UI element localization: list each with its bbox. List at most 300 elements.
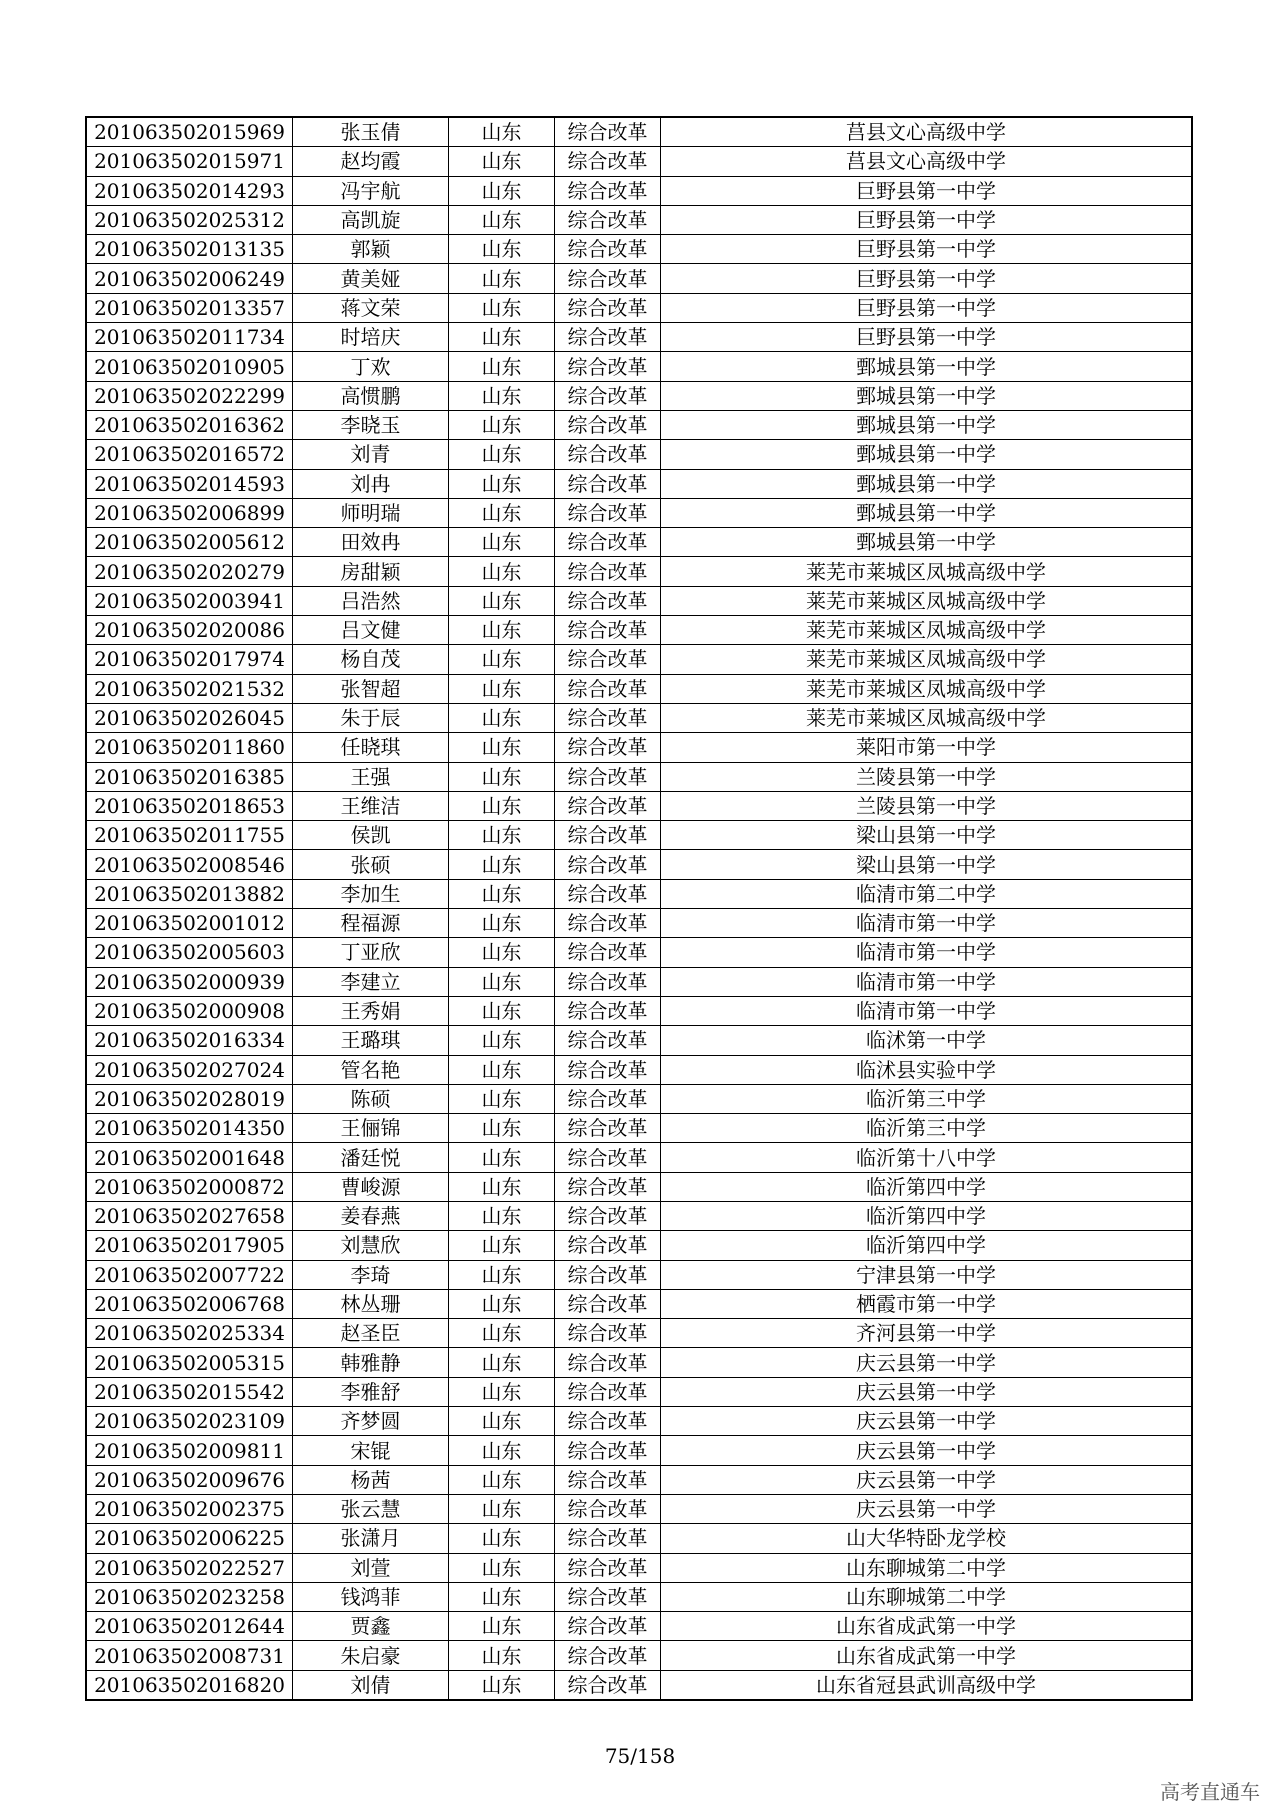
province-cell: 山东	[449, 1289, 555, 1318]
category-cell: 综合改革	[555, 1026, 661, 1055]
school-cell: 庆云县第一中学	[661, 1494, 1192, 1523]
category-cell: 综合改革	[555, 235, 661, 264]
category-cell: 综合改革	[555, 967, 661, 996]
student-name-cell: 黄美娅	[293, 264, 449, 293]
province-cell: 山东	[449, 909, 555, 938]
province-cell: 山东	[449, 235, 555, 264]
school-cell: 山东聊城第二中学	[661, 1553, 1192, 1582]
exam-id-cell: 201063502008731	[87, 1641, 293, 1670]
table-row	[87, 118, 1192, 147]
exam-id-cell: 201063502005603	[87, 938, 293, 967]
province-cell: 山东	[449, 879, 555, 908]
school-cell: 巨野县第一中学	[661, 205, 1192, 234]
table-row	[87, 733, 1192, 762]
school-cell: 鄄城县第一中学	[661, 528, 1192, 557]
table-row	[87, 557, 1192, 586]
province-cell: 山东	[449, 557, 555, 586]
student-name-cell: 杨自茂	[293, 645, 449, 674]
province-cell: 山东	[449, 1172, 555, 1201]
table-row	[87, 1143, 1192, 1172]
exam-id-cell: 201063502021532	[87, 674, 293, 703]
table-row	[87, 1026, 1192, 1055]
category-cell: 综合改革	[555, 1582, 661, 1611]
school-cell: 鄄城县第一中学	[661, 381, 1192, 410]
table-row	[87, 1319, 1192, 1348]
exam-id-cell: 201063502015542	[87, 1377, 293, 1406]
table-row	[87, 205, 1192, 234]
student-name-cell: 丁欢	[293, 352, 449, 381]
table-row	[87, 850, 1192, 879]
category-cell: 综合改革	[555, 528, 661, 557]
school-cell: 巨野县第一中学	[661, 293, 1192, 322]
table-row	[87, 1641, 1192, 1670]
category-cell: 综合改革	[555, 1319, 661, 1348]
table-row	[87, 1231, 1192, 1260]
student-name-cell: 曹峻源	[293, 1172, 449, 1201]
exam-id-cell: 201063502013135	[87, 235, 293, 264]
category-cell: 综合改革	[555, 1172, 661, 1201]
school-cell: 宁津县第一中学	[661, 1260, 1192, 1289]
student-name-cell: 程福源	[293, 909, 449, 938]
exam-id-cell: 201063502016334	[87, 1026, 293, 1055]
exam-id-cell: 201063502017905	[87, 1231, 293, 1260]
province-cell: 山东	[449, 938, 555, 967]
category-cell: 综合改革	[555, 410, 661, 439]
category-cell: 综合改革	[555, 1260, 661, 1289]
exam-id-cell: 201063502016385	[87, 762, 293, 791]
exam-id-cell: 201063502020279	[87, 557, 293, 586]
student-name-cell: 齐梦圆	[293, 1407, 449, 1436]
category-cell: 综合改革	[555, 1407, 661, 1436]
category-cell: 综合改革	[555, 850, 661, 879]
school-cell: 庆云县第一中学	[661, 1436, 1192, 1465]
student-name-cell: 李琦	[293, 1260, 449, 1289]
category-cell: 综合改革	[555, 703, 661, 732]
category-cell: 综合改革	[555, 1201, 661, 1230]
school-cell: 临沂第十八中学	[661, 1143, 1192, 1172]
school-cell: 山东省冠县武训高级中学	[661, 1670, 1192, 1699]
exam-id-cell: 201063502008546	[87, 850, 293, 879]
category-cell: 综合改革	[555, 205, 661, 234]
table-row	[87, 703, 1192, 732]
student-name-cell: 田效冉	[293, 528, 449, 557]
category-cell: 综合改革	[555, 1084, 661, 1113]
exam-id-cell: 201063502015969	[87, 118, 293, 147]
school-cell: 鄄城县第一中学	[661, 469, 1192, 498]
student-name-cell: 高惯鹏	[293, 381, 449, 410]
school-cell: 巨野县第一中学	[661, 323, 1192, 352]
school-cell: 临沂第四中学	[661, 1201, 1192, 1230]
student-name-cell: 张玉倩	[293, 118, 449, 147]
province-cell: 山东	[449, 821, 555, 850]
student-name-cell: 张潇月	[293, 1524, 449, 1553]
school-cell: 山东聊城第二中学	[661, 1582, 1192, 1611]
school-cell: 莱芜市莱城区凤城高级中学	[661, 557, 1192, 586]
province-cell: 山东	[449, 674, 555, 703]
student-name-cell: 王维洁	[293, 791, 449, 820]
province-cell: 山东	[449, 176, 555, 205]
province-cell: 山东	[449, 1055, 555, 1084]
province-cell: 山东	[449, 498, 555, 527]
province-cell: 山东	[449, 762, 555, 791]
page-number: 75/158	[604, 1744, 676, 1768]
table-row	[87, 1612, 1192, 1641]
table-row	[87, 176, 1192, 205]
province-cell: 山东	[449, 1201, 555, 1230]
school-cell: 巨野县第一中学	[661, 235, 1192, 264]
school-cell: 巨野县第一中学	[661, 264, 1192, 293]
table-row	[87, 1582, 1192, 1611]
student-name-cell: 朱于辰	[293, 703, 449, 732]
student-name-cell: 管名艳	[293, 1055, 449, 1084]
category-cell: 综合改革	[555, 1524, 661, 1553]
province-cell: 山东	[449, 118, 555, 147]
province-cell: 山东	[449, 1465, 555, 1494]
province-cell: 山东	[449, 469, 555, 498]
exam-id-cell: 201063502025334	[87, 1319, 293, 1348]
exam-id-cell: 201063502000939	[87, 967, 293, 996]
table-row	[87, 791, 1192, 820]
school-cell: 莱芜市莱城区凤城高级中学	[661, 586, 1192, 615]
exam-id-cell: 201063502016572	[87, 440, 293, 469]
table-row	[87, 674, 1192, 703]
province-cell: 山东	[449, 1026, 555, 1055]
school-cell: 莱芜市莱城区凤城高级中学	[661, 645, 1192, 674]
exam-id-cell: 201063502022299	[87, 381, 293, 410]
student-name-cell: 吕文健	[293, 616, 449, 645]
table-row	[87, 967, 1192, 996]
school-cell: 鄄城县第一中学	[661, 440, 1192, 469]
category-cell: 综合改革	[555, 938, 661, 967]
school-cell: 庆云县第一中学	[661, 1377, 1192, 1406]
province-cell: 山东	[449, 1231, 555, 1260]
province-cell: 山东	[449, 996, 555, 1025]
province-cell: 山东	[449, 1641, 555, 1670]
student-name-cell: 宋锟	[293, 1436, 449, 1465]
student-name-cell: 李建立	[293, 967, 449, 996]
category-cell: 综合改革	[555, 557, 661, 586]
student-name-cell: 房甜颖	[293, 557, 449, 586]
school-cell: 临清市第一中学	[661, 967, 1192, 996]
school-cell: 临清市第一中学	[661, 996, 1192, 1025]
exam-id-cell: 201063502023258	[87, 1582, 293, 1611]
table-row	[87, 1407, 1192, 1436]
student-name-cell: 郭颖	[293, 235, 449, 264]
category-cell: 综合改革	[555, 469, 661, 498]
exam-id-cell: 201063502006768	[87, 1289, 293, 1318]
student-name-cell: 姜春燕	[293, 1201, 449, 1230]
exam-id-cell: 201063502002375	[87, 1494, 293, 1523]
student-name-cell: 王秀娟	[293, 996, 449, 1025]
exam-id-cell: 201063502023109	[87, 1407, 293, 1436]
exam-id-cell: 201063502011734	[87, 323, 293, 352]
category-cell: 综合改革	[555, 323, 661, 352]
province-cell: 山东	[449, 1143, 555, 1172]
province-cell: 山东	[449, 703, 555, 732]
school-cell: 临清市第一中学	[661, 938, 1192, 967]
table-row	[87, 821, 1192, 850]
table-row	[87, 1348, 1192, 1377]
category-cell: 综合改革	[555, 1055, 661, 1084]
exam-id-cell: 201063502014350	[87, 1114, 293, 1143]
school-cell: 临沂第四中学	[661, 1172, 1192, 1201]
school-cell: 莱阳市第一中学	[661, 733, 1192, 762]
table-row	[87, 235, 1192, 264]
exam-id-cell: 201063502018653	[87, 791, 293, 820]
school-cell: 莒县文心高级中学	[661, 118, 1192, 147]
student-name-cell: 李晓玉	[293, 410, 449, 439]
category-cell: 综合改革	[555, 440, 661, 469]
category-cell: 综合改革	[555, 733, 661, 762]
school-cell: 山大华特卧龙学校	[661, 1524, 1192, 1553]
table-row	[87, 469, 1192, 498]
province-cell: 山东	[449, 850, 555, 879]
exam-id-cell: 201063502010905	[87, 352, 293, 381]
category-cell: 综合改革	[555, 1289, 661, 1318]
student-name-cell: 李雅舒	[293, 1377, 449, 1406]
school-cell: 莱芜市莱城区凤城高级中学	[661, 703, 1192, 732]
table-row	[87, 1055, 1192, 1084]
exam-id-cell: 201063502014593	[87, 469, 293, 498]
exam-id-cell: 201063502001012	[87, 909, 293, 938]
table-row	[87, 645, 1192, 674]
category-cell: 综合改革	[555, 674, 661, 703]
exam-id-cell: 201063502022527	[87, 1553, 293, 1582]
exam-id-cell: 201063502007722	[87, 1260, 293, 1289]
province-cell: 山东	[449, 1377, 555, 1406]
school-cell: 临沭县实验中学	[661, 1055, 1192, 1084]
table-row	[87, 1670, 1192, 1699]
province-cell: 山东	[449, 293, 555, 322]
category-cell: 综合改革	[555, 381, 661, 410]
exam-id-cell: 201063502027658	[87, 1201, 293, 1230]
student-name-cell: 侯凯	[293, 821, 449, 850]
table-row	[87, 1436, 1192, 1465]
student-name-cell: 吕浩然	[293, 586, 449, 615]
exam-id-cell: 201063502006225	[87, 1524, 293, 1553]
student-name-cell: 林丛珊	[293, 1289, 449, 1318]
student-name-cell: 杨茜	[293, 1465, 449, 1494]
table-row	[87, 996, 1192, 1025]
student-name-cell: 李加生	[293, 879, 449, 908]
school-cell: 栖霞市第一中学	[661, 1289, 1192, 1318]
province-cell: 山东	[449, 1494, 555, 1523]
school-cell: 庆云县第一中学	[661, 1407, 1192, 1436]
province-cell: 山东	[449, 528, 555, 557]
category-cell: 综合改革	[555, 1114, 661, 1143]
student-name-cell: 师明瑞	[293, 498, 449, 527]
exam-id-cell: 201063502016820	[87, 1670, 293, 1699]
category-cell: 综合改革	[555, 879, 661, 908]
category-cell: 综合改革	[555, 586, 661, 615]
student-name-cell: 任晓琪	[293, 733, 449, 762]
table-row	[87, 616, 1192, 645]
student-name-cell: 韩雅静	[293, 1348, 449, 1377]
province-cell: 山东	[449, 1084, 555, 1113]
table-row	[87, 410, 1192, 439]
school-cell: 临沭第一中学	[661, 1026, 1192, 1055]
province-cell: 山东	[449, 616, 555, 645]
table-row	[87, 528, 1192, 557]
category-cell: 综合改革	[555, 821, 661, 850]
school-cell: 莱芜市莱城区凤城高级中学	[661, 616, 1192, 645]
student-name-cell: 时培庆	[293, 323, 449, 352]
province-cell: 山东	[449, 1670, 555, 1699]
category-cell: 综合改革	[555, 791, 661, 820]
category-cell: 综合改革	[555, 1465, 661, 1494]
exam-id-cell: 201063502012644	[87, 1612, 293, 1641]
province-cell: 山东	[449, 586, 555, 615]
watermark-text: 高考直通车	[1160, 1780, 1260, 1804]
exam-id-cell: 201063502013882	[87, 879, 293, 908]
province-cell: 山东	[449, 1612, 555, 1641]
category-cell: 综合改革	[555, 498, 661, 527]
category-cell: 综合改革	[555, 1348, 661, 1377]
category-cell: 综合改革	[555, 352, 661, 381]
student-name-cell: 朱启豪	[293, 1641, 449, 1670]
exam-id-cell: 201063502017974	[87, 645, 293, 674]
category-cell: 综合改革	[555, 762, 661, 791]
exam-id-cell: 201063502005612	[87, 528, 293, 557]
table-row	[87, 1524, 1192, 1553]
school-cell: 庆云县第一中学	[661, 1348, 1192, 1377]
exam-id-cell: 201063502003941	[87, 586, 293, 615]
student-name-cell: 冯宇航	[293, 176, 449, 205]
category-cell: 综合改革	[555, 1641, 661, 1670]
province-cell: 山东	[449, 1319, 555, 1348]
student-name-cell: 钱鸿菲	[293, 1582, 449, 1611]
category-cell: 综合改革	[555, 1231, 661, 1260]
table-row	[87, 1172, 1192, 1201]
province-cell: 山东	[449, 264, 555, 293]
student-name-cell: 赵均霞	[293, 147, 449, 176]
table-row	[87, 147, 1192, 176]
category-cell: 综合改革	[555, 1553, 661, 1582]
category-cell: 综合改革	[555, 1436, 661, 1465]
exam-id-cell: 201063502015971	[87, 147, 293, 176]
category-cell: 综合改革	[555, 1377, 661, 1406]
table-row	[87, 909, 1192, 938]
student-name-cell: 刘倩	[293, 1670, 449, 1699]
exam-id-cell: 201063502011860	[87, 733, 293, 762]
student-name-cell: 刘冉	[293, 469, 449, 498]
category-cell: 综合改革	[555, 1494, 661, 1523]
category-cell: 综合改革	[555, 118, 661, 147]
category-cell: 综合改革	[555, 1670, 661, 1699]
student-name-cell: 张智超	[293, 674, 449, 703]
school-cell: 鄄城县第一中学	[661, 352, 1192, 381]
student-name-cell: 刘慧欣	[293, 1231, 449, 1260]
school-cell: 兰陵县第一中学	[661, 762, 1192, 791]
province-cell: 山东	[449, 323, 555, 352]
table-row	[87, 586, 1192, 615]
school-cell: 齐河县第一中学	[661, 1319, 1192, 1348]
table-row	[87, 1114, 1192, 1143]
table-row	[87, 938, 1192, 967]
table-row	[87, 879, 1192, 908]
province-cell: 山东	[449, 1553, 555, 1582]
student-name-cell: 潘廷悦	[293, 1143, 449, 1172]
exam-id-cell: 201063502000908	[87, 996, 293, 1025]
table-row	[87, 1289, 1192, 1318]
category-cell: 综合改革	[555, 996, 661, 1025]
school-cell: 鄄城县第一中学	[661, 498, 1192, 527]
category-cell: 综合改革	[555, 1143, 661, 1172]
school-cell: 临沂第三中学	[661, 1114, 1192, 1143]
category-cell: 综合改革	[555, 264, 661, 293]
exam-id-cell: 201063502014293	[87, 176, 293, 205]
student-name-cell: 王俪锦	[293, 1114, 449, 1143]
student-name-cell: 赵圣臣	[293, 1319, 449, 1348]
table-row	[87, 1084, 1192, 1113]
province-cell: 山东	[449, 645, 555, 674]
student-name-cell: 张云慧	[293, 1494, 449, 1523]
category-cell: 综合改革	[555, 1612, 661, 1641]
province-cell: 山东	[449, 381, 555, 410]
exam-id-cell: 201063502006899	[87, 498, 293, 527]
student-name-cell: 蒋文荣	[293, 293, 449, 322]
exam-id-cell: 201063502000872	[87, 1172, 293, 1201]
school-cell: 巨野县第一中学	[661, 176, 1192, 205]
school-cell: 临沂第四中学	[661, 1231, 1192, 1260]
table-row	[87, 1553, 1192, 1582]
school-cell: 临沂第三中学	[661, 1084, 1192, 1113]
exam-id-cell: 201063502009676	[87, 1465, 293, 1494]
province-cell: 山东	[449, 1407, 555, 1436]
table-row	[87, 498, 1192, 527]
province-cell: 山东	[449, 147, 555, 176]
exam-id-cell: 201063502009811	[87, 1436, 293, 1465]
table-row	[87, 293, 1192, 322]
province-cell: 山东	[449, 1114, 555, 1143]
student-name-cell: 张硕	[293, 850, 449, 879]
category-cell: 综合改革	[555, 616, 661, 645]
exam-id-cell: 201063502020086	[87, 616, 293, 645]
roster-table	[86, 117, 1192, 1700]
student-name-cell: 王璐琪	[293, 1026, 449, 1055]
table-row	[87, 352, 1192, 381]
table-row	[87, 1260, 1192, 1289]
category-cell: 综合改革	[555, 645, 661, 674]
table-row	[87, 381, 1192, 410]
exam-id-cell: 201063502028019	[87, 1084, 293, 1113]
school-cell: 临清市第二中学	[661, 879, 1192, 908]
province-cell: 山东	[449, 791, 555, 820]
exam-id-cell: 201063502001648	[87, 1143, 293, 1172]
exam-id-cell: 201063502025312	[87, 205, 293, 234]
school-cell: 兰陵县第一中学	[661, 791, 1192, 820]
province-cell: 山东	[449, 1582, 555, 1611]
exam-id-cell: 201063502011755	[87, 821, 293, 850]
province-cell: 山东	[449, 733, 555, 762]
student-name-cell: 刘萱	[293, 1553, 449, 1582]
exam-id-cell: 201063502013357	[87, 293, 293, 322]
school-cell: 梁山县第一中学	[661, 821, 1192, 850]
table-row	[87, 762, 1192, 791]
exam-id-cell: 201063502016362	[87, 410, 293, 439]
school-cell: 梁山县第一中学	[661, 850, 1192, 879]
province-cell: 山东	[449, 352, 555, 381]
student-name-cell: 王强	[293, 762, 449, 791]
province-cell: 山东	[449, 1436, 555, 1465]
table-row	[87, 323, 1192, 352]
school-cell: 庆云县第一中学	[661, 1465, 1192, 1494]
school-cell: 临清市第一中学	[661, 909, 1192, 938]
roster-table-body	[87, 118, 1192, 1700]
category-cell: 综合改革	[555, 147, 661, 176]
table-row	[87, 1494, 1192, 1523]
province-cell: 山东	[449, 440, 555, 469]
